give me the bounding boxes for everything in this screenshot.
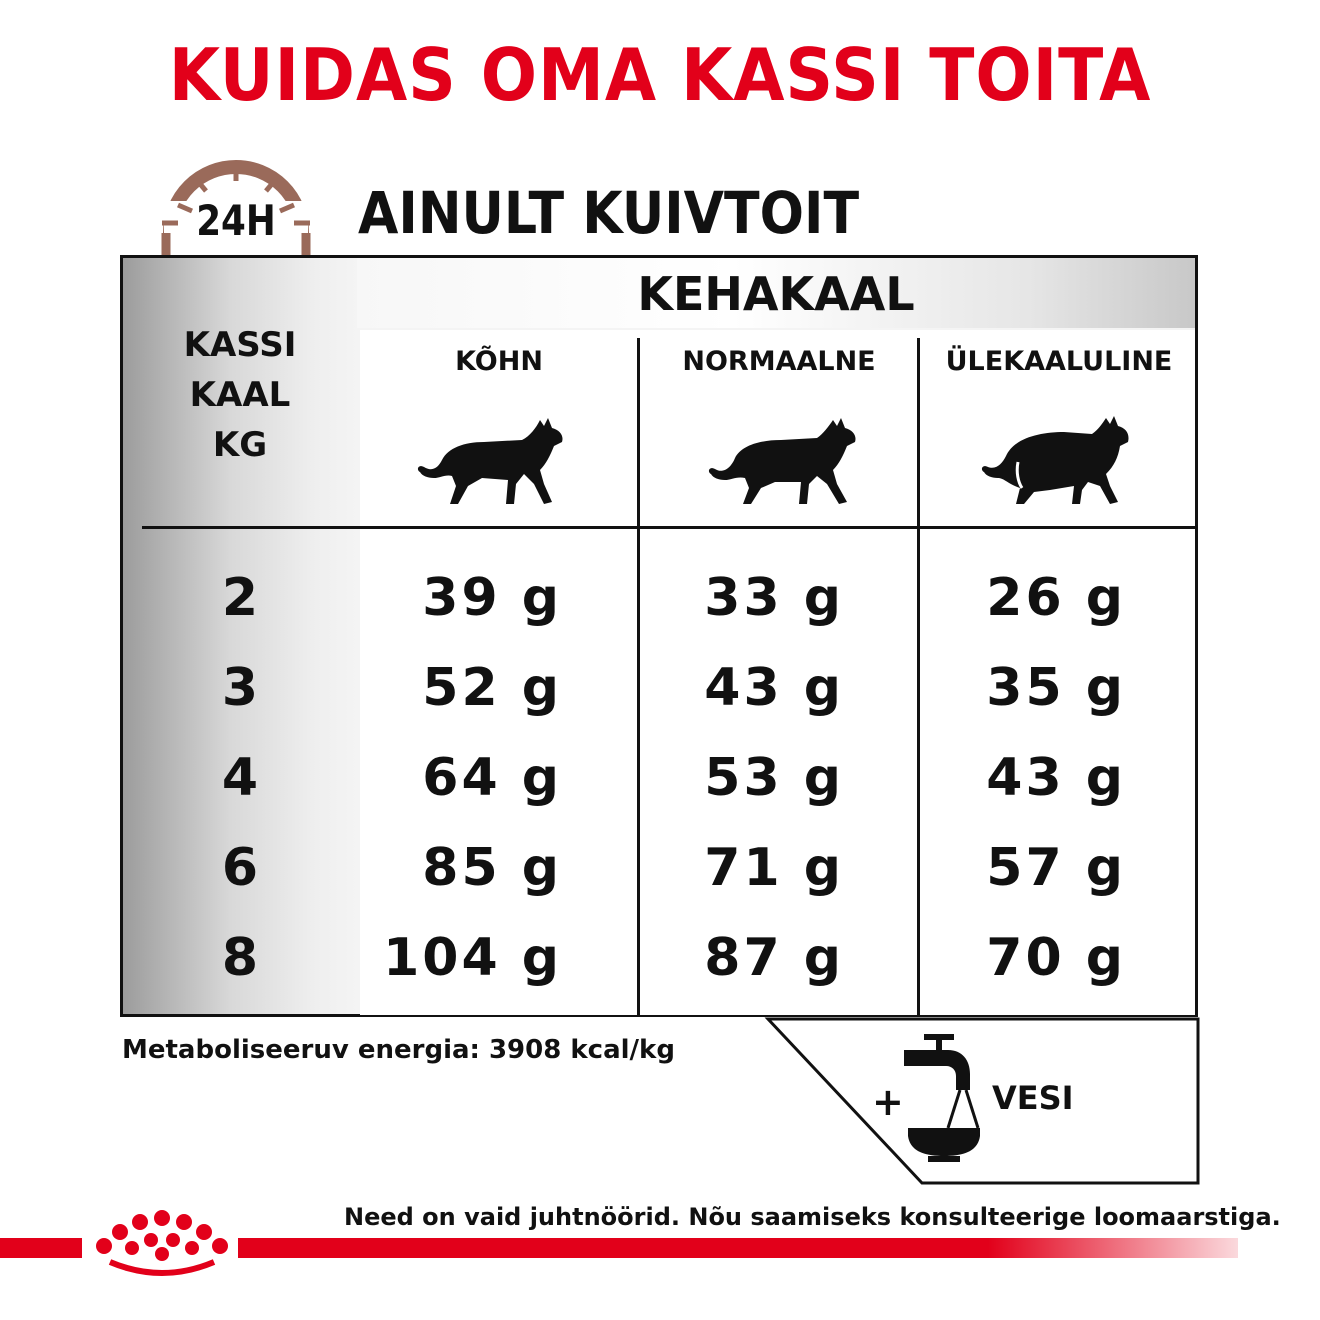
table-cell: 104 g — [383, 928, 562, 988]
brand-line-left — [0, 1238, 82, 1258]
table-cell: 33 g — [704, 568, 844, 628]
energy-note: Metaboliseeruv energia: 3908 kcal/kg — [122, 1035, 675, 1065]
cat-normal-icon — [705, 412, 865, 512]
row-weight: 2 — [221, 568, 259, 628]
cat-overweight-icon — [978, 412, 1138, 512]
table-cell: 43 g — [986, 748, 1126, 808]
water-label: VESI — [992, 1079, 1074, 1117]
table-cell: 70 g — [986, 928, 1126, 988]
section-title: AINULT KUIVTOIT — [358, 179, 860, 247]
table-cell: 43 g — [704, 658, 844, 718]
table-header: KEHAKAAL — [637, 267, 915, 321]
row-weight: 3 — [221, 658, 259, 718]
table-cell: 85 g — [422, 838, 562, 898]
table-cell: 35 g — [986, 658, 1126, 718]
cat-lean-icon — [412, 412, 572, 512]
table-cell: 71 g — [704, 838, 844, 898]
table-cell: 39 g — [422, 568, 562, 628]
column-header-lean: KÕHN — [455, 346, 543, 377]
row-weight: 6 — [221, 838, 259, 898]
table-cell: 26 g — [986, 568, 1126, 628]
column-divider — [917, 338, 920, 1017]
row-weight: 8 — [221, 928, 259, 988]
table-cell: 53 g — [704, 748, 844, 808]
table-cell: 52 g — [422, 658, 562, 718]
left-header — [140, 320, 340, 470]
disclaimer: Need on vaid juhtnöörid. Nõu saamiseks konsulteerige loomaarstiga. — [344, 1203, 1281, 1231]
left-header-line: KAAL — [189, 375, 291, 415]
page-title: KUIDAS OMA KASSI TOITA — [168, 33, 1152, 117]
table-cell: 57 g — [986, 838, 1126, 898]
row-weight: 4 — [221, 748, 259, 808]
left-header-line: KG — [212, 425, 268, 465]
column-header-overweight: ÜLEKAALULINE — [945, 346, 1173, 377]
table-cell: 64 g — [422, 748, 562, 808]
left-header-line: KASSI — [183, 325, 297, 365]
table-cell: 87 g — [704, 928, 844, 988]
plus-sign: + — [872, 1080, 904, 1124]
brand-line-right — [238, 1238, 1238, 1258]
column-header-normal: NORMAALNE — [682, 346, 876, 377]
header-divider — [142, 526, 1198, 529]
clock-label: 24H — [196, 196, 276, 245]
crown-logo-icon — [92, 1208, 232, 1280]
water-tap-bowl-icon — [898, 1032, 988, 1164]
column-divider — [637, 338, 640, 1017]
